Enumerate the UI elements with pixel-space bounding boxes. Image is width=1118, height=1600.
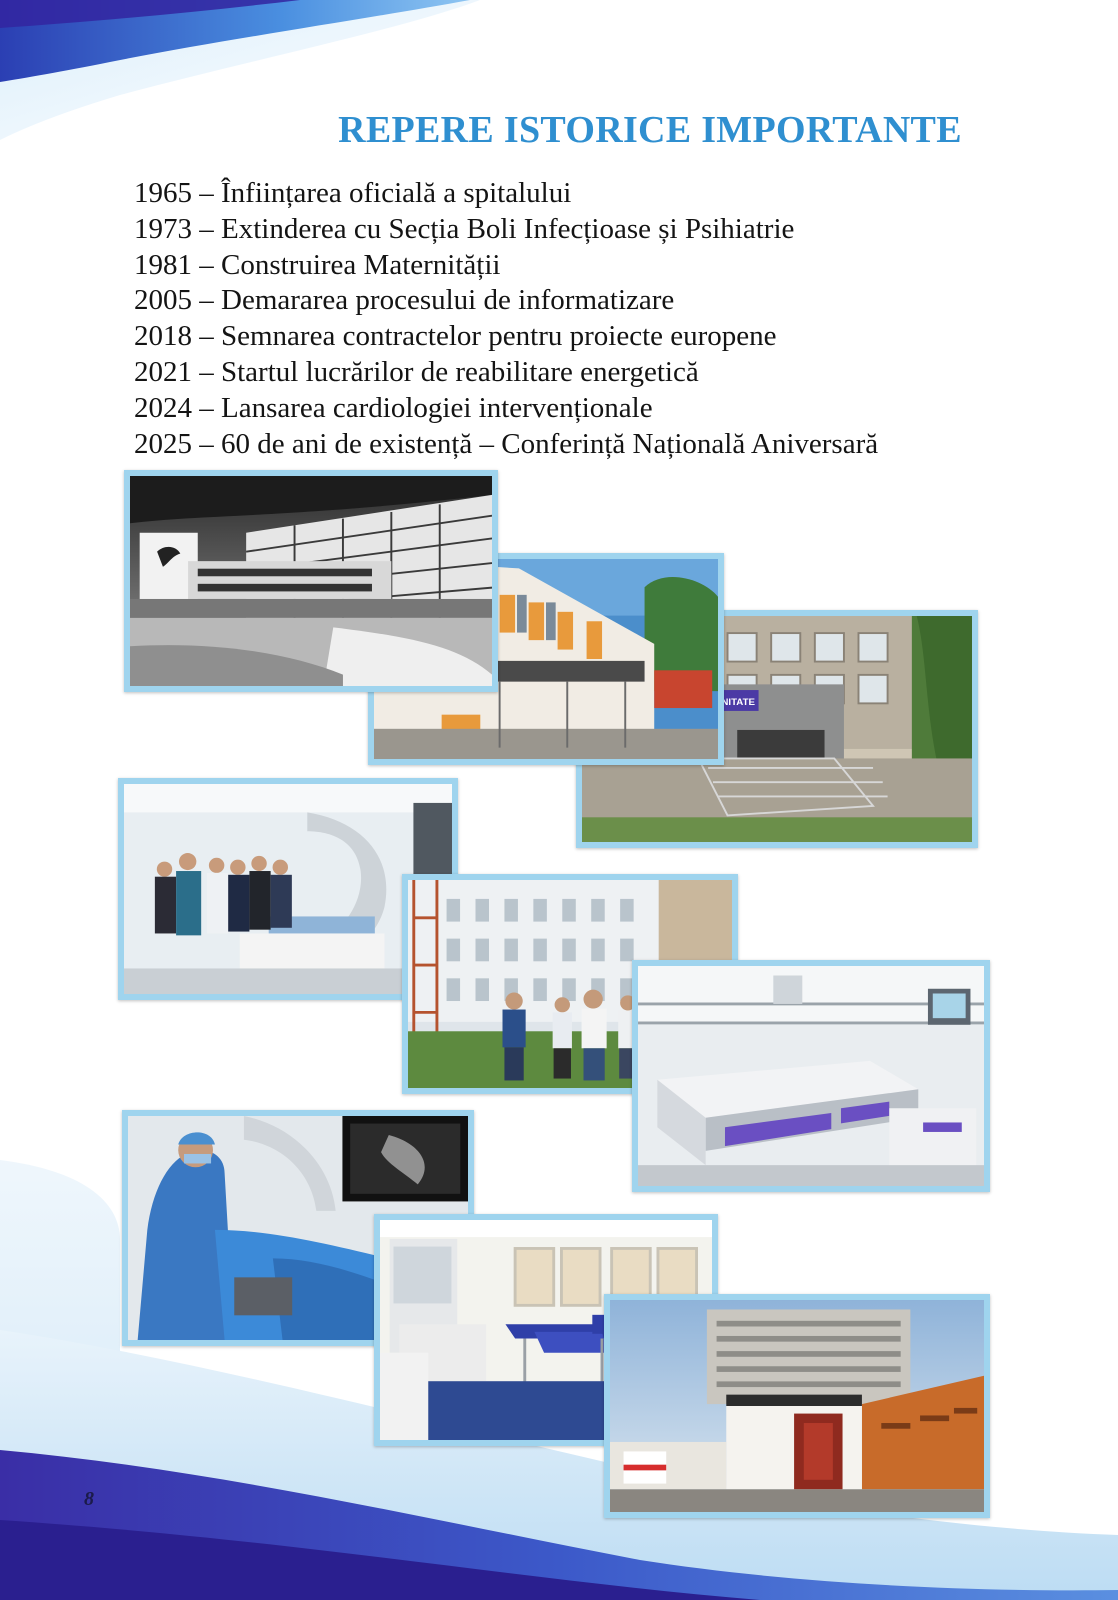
timeline-event: Construirea Maternității [221, 248, 501, 281]
timeline-separator: – [192, 355, 221, 388]
photo-historic-building [124, 470, 498, 692]
timeline-separator: – [192, 427, 221, 460]
timeline-item [134, 176, 878, 212]
timeline-separator: – [192, 391, 221, 424]
timeline-year: 2005 [134, 284, 192, 317]
timeline-separator: – [192, 320, 221, 353]
timeline-year: 2024 [134, 391, 192, 424]
timeline-event: Extinderea cu Secția Boli Infecțioase și Psihiatrie [221, 212, 795, 245]
timeline-event: Startul lucrărilor de reabilitare energetică [221, 355, 699, 388]
timeline-year: 2018 [134, 320, 192, 353]
page-number: 8 [84, 1488, 94, 1510]
timeline-event: Demararea procesului de informatizare [221, 284, 675, 317]
timeline-year: 1965 [134, 177, 192, 209]
maternity-sign-text: NITATE [721, 697, 755, 709]
timeline-separator: – [192, 212, 221, 245]
timeline-item [134, 355, 878, 391]
timeline-separator: – [192, 177, 221, 209]
timeline-item [134, 319, 878, 355]
timeline-year: 2025 [134, 427, 192, 460]
timeline-event: Semnarea contractelor pentru proiecte europene [221, 320, 777, 353]
timeline-year: 1981 [134, 248, 192, 281]
timeline-event: 60 de ani de existență – Conferință Națională Aniversară [221, 427, 879, 460]
timeline-year: 1973 [134, 212, 192, 245]
timeline-item [134, 212, 878, 248]
timeline-event: Înființarea oficială a spitalului [221, 177, 572, 209]
timeline-year: 2021 [134, 355, 192, 388]
timeline-item [134, 248, 878, 284]
timeline-event: Lansarea cardiologiei intervenționale [221, 391, 653, 424]
photo-hospital-ward-beds [632, 960, 990, 1192]
page-title: REPERE ISTORICE IMPORTANTE [338, 109, 962, 151]
timeline-separator: – [192, 284, 221, 317]
timeline-separator: – [192, 248, 221, 281]
timeline-item [134, 283, 878, 319]
timeline-item [134, 427, 878, 463]
photo-new-building-ambulance [604, 1294, 990, 1518]
timeline-list [134, 176, 878, 462]
timeline-item [134, 391, 878, 427]
